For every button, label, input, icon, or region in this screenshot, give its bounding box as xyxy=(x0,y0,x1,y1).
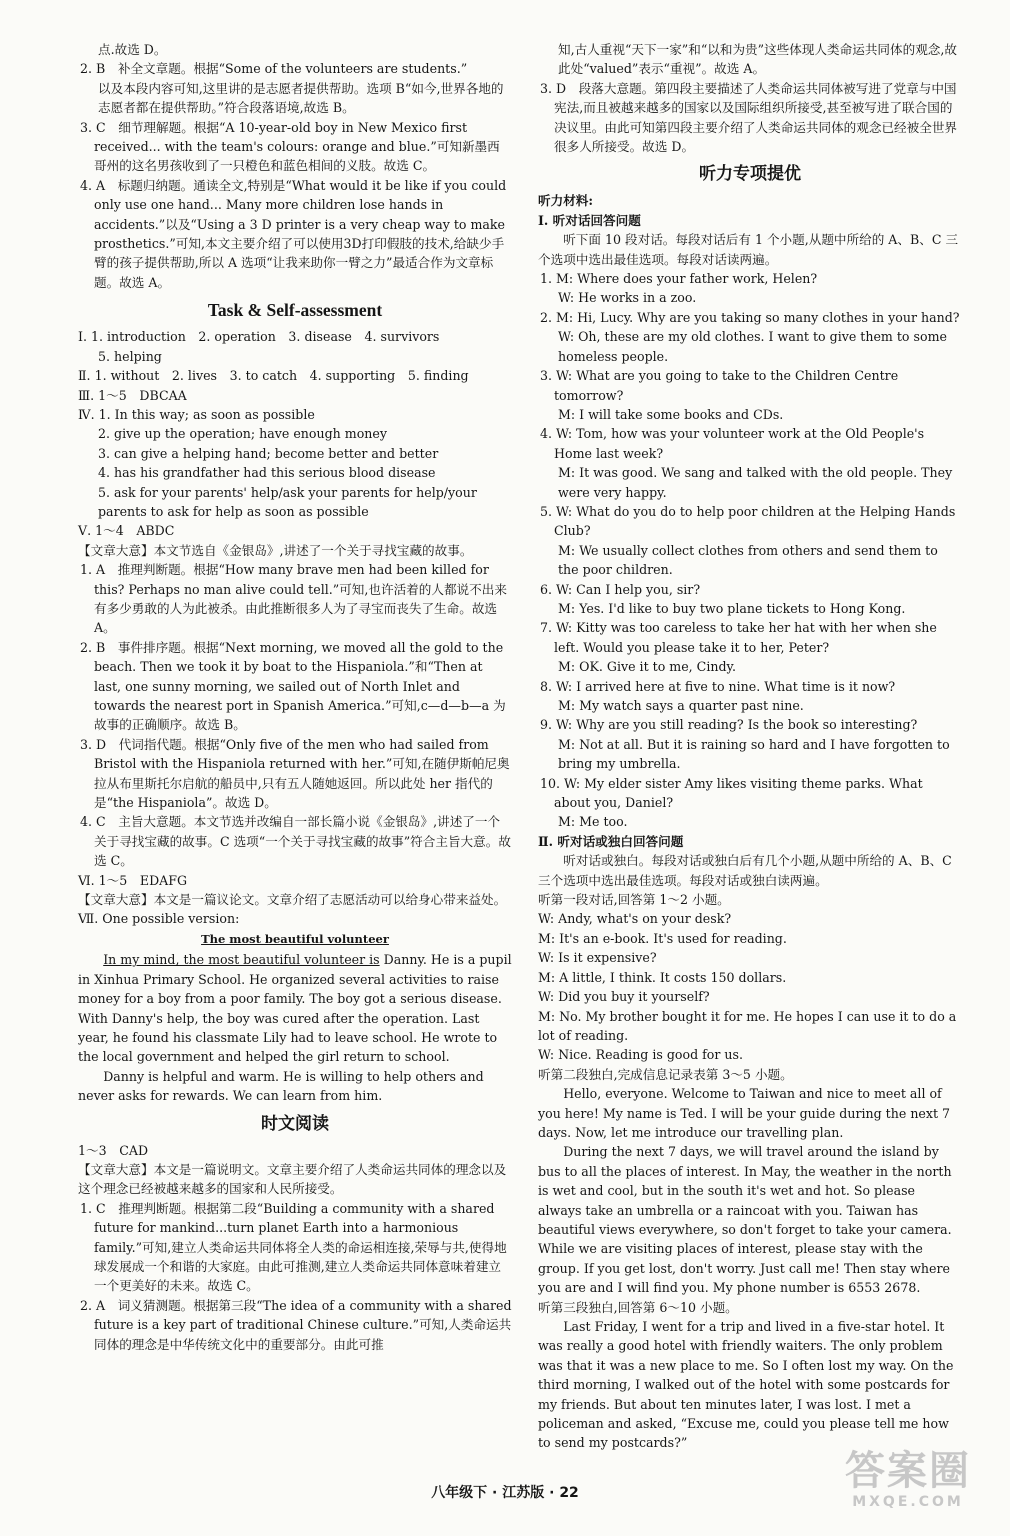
monologue-paragraph: During the next 7 days, we will travel around the island by bus to all the places of interest. In May, the weather in the north is wet and cool, but in the south it's wet and hot. So please always take an umbrella or a raincoat with you. Taiwan has beautiful views everywhere, so don't forget to take your camera. While we are visiting places of interest, please stay with the group. If you get lost, don't worry. Just call me! Then stay where you are and I will find you. My phone number is 6553 2678. xyxy=(538,1144,952,1296)
part1-heading: Ⅰ. 听对话回答问题 xyxy=(538,212,641,228)
reading-q1: 1. C 推理判断题。根据第二段“Building a community with a shared future for mankind...turn planet Earth into a harmonious family.”可知,建立人类命运共同体将全人类的命运相连接,荣辱与共,使得地球发展成一个和谐的大家庭。由此可推测,建立人类命运共同体意味着建立一个更美好的未来。故选 C。 xyxy=(80,1200,507,1294)
essay-title: The most beautiful volunteer xyxy=(201,931,389,946)
dialog-line: 10. W: My elder sister Amy likes visiting theme parks. What about you, Daniel? xyxy=(540,775,923,811)
q2-line2: 以及本段内容可知,这里讲的是志愿者提供帮助。选项 B“如今,世界各地的志愿者都在提供帮助。”符合段落语境,故选 B。 xyxy=(98,80,504,116)
s5-q4: 4. C 主旨大意题。本文节选并改编自一部长篇小说《金银岛》,讲述了一个关于寻找宝藏的故事。C 选项“一个关于寻找宝藏的故事”符合主旨大意。故选 C。 xyxy=(80,814,511,869)
essay-paragraph-2: Danny is helpful and warm. He is willing to help others and never asks for rewards. We can learn from him. xyxy=(78,1068,484,1104)
dialog-line: 7. W: Kitty was too careless to take her hat with her when she left. Would you please take it to her, Peter? xyxy=(540,620,937,655)
s2: Ⅱ. 1. without 2. lives 3. to catch 4. supporting 5. finding xyxy=(78,368,469,384)
s7: Ⅶ. One possible version: xyxy=(78,911,240,927)
reading-q2: 2. A 词义猜测题。根据第三段“The idea of a community with a shared future is a key part of traditional Chinese culture.”可知,人类命运共同体的理念是中华传统文化中的重要部分。由此可推 xyxy=(80,1297,512,1352)
conversation-line: M: No. My brother bought it for me. He hopes I can use it to do a lot of reading. xyxy=(538,1008,957,1043)
dialog-line: 5. W: What do you do to help poor children at the Helping Hands Club? xyxy=(540,503,956,539)
part1-instructions: 听下面 10 段对话。每段对话后有 1 个小题,从题中所给的 A、B、C 三个选项中选出最佳选项。每段对话读两遍。 xyxy=(538,232,959,267)
dialog-line: M: Me too. xyxy=(558,814,628,830)
dialog-line: M: We usually collect clothes from others and send them to the poor children. xyxy=(558,542,938,578)
s4-3: 3. can give a helping hand; become better and better xyxy=(98,445,439,461)
conversation-line: W: Andy, what's on your desk? xyxy=(538,911,732,927)
dialog-line: M: I will take some books and CDs. xyxy=(558,406,784,422)
left-column xyxy=(78,40,512,1354)
dialog-line: 4. W: Tom, how was your volunteer work at the Old People's Home last week? xyxy=(540,426,925,461)
conversation-line: M: It's an e-book. It's used for reading. xyxy=(538,930,787,946)
dialog-line: M: It was good. We sang and talked with the old people. They were very happy. xyxy=(558,465,953,500)
dialog-line: M: My watch says a quarter past nine. xyxy=(558,698,804,713)
task-heading: Task & Self-assessment xyxy=(207,300,383,321)
essay-paragraph-1-body: Danny. He is a pupil in Xinhua Primary School. He organized several activities to raise money for a boy from a poor family. The boy got a serious disease. With Danny's help, the boy was cured after the operation. Last year, he found his classmate Lily had to leave school. He wrote to the local government and helped the girl return to school. xyxy=(78,952,512,1065)
dialog-line: 2. M: Hi, Lucy. Why are you taking so many clothes in your hand? xyxy=(540,309,960,325)
conversation-line: W: Is it expensive? xyxy=(538,950,657,966)
s1-line2: 5. helping xyxy=(98,348,162,364)
conversation-line: W: Nice. Reading is good for us. xyxy=(538,1047,743,1063)
page-footer: 八年级下 · 江苏版 · 22 xyxy=(431,1485,579,1501)
s3: Ⅲ. 1～5 DBCAA xyxy=(78,387,187,403)
essay-paragraph-1 xyxy=(78,950,512,1066)
conversation-line: W: Did you buy it yourself? xyxy=(538,989,710,1005)
monologue-paragraph: Last Friday, I went for a trip and lived in a five-star hotel. It was really a good hotel with friendly waiters. The only problem was that it was a new place to me. So I often lost my way. On the third morning, I walked out of the hotel with some postcards for my friends. But about ten minutes later, I was lost. I met a policeman and asked, “Excuse me, could you please tell me how to send my postcards?” xyxy=(538,1319,954,1451)
dialog-line: M: OK. Give it to me, Cindy. xyxy=(558,659,736,675)
watermark-text: 答案圈 xyxy=(845,1448,971,1494)
essay-underlined-opening: In my mind, the most beautiful volunteer is xyxy=(103,952,380,968)
s4-1: Ⅳ. 1. In this way; as soon as possible xyxy=(78,406,315,422)
s6-summary: 【文章大意】本文是一篇议论文。文章介绍了志愿活动可以给身心带来益处。 xyxy=(78,892,507,908)
dialog-line: 3. W: What are you going to take to the Children Centre tomorrow? xyxy=(540,368,899,403)
s5-q2: 2. B 事件排序题。根据“Next morning, we moved all the gold to the beach. Then we took it by boat to the Hispaniola.”和“Then at last, one sunny morning, we sailed out of North Inlet and towards the nearest port in Spanish America.”可知,c—d—b—a 为故事的正确顺序。故选 B。 xyxy=(80,639,506,733)
reading-q2-cont: 知,古人重视“天下一家”和“以和为贵”这些体现人类命运共同体的观念,故此处“valued”表示“重视”。故选 A。 xyxy=(558,42,957,77)
s5-summary: 【文章大意】本文节选自《金银岛》,讲述了一个关于寻找宝藏的故事。 xyxy=(78,542,473,558)
part2-heading: Ⅱ. 听对话或独白回答问题 xyxy=(538,833,684,849)
listening-heading: 听力专项提优 xyxy=(699,164,801,184)
s4-2: 2. give up the operation; have enough money xyxy=(98,426,387,442)
reading-answers: 1～3 CAD xyxy=(78,1142,149,1158)
watermark-logo xyxy=(838,1448,978,1522)
part2-monologue2-label: 听第二段独白,完成信息记录表第 3～5 小题。 xyxy=(538,1066,793,1082)
right-column xyxy=(538,40,962,1453)
q2-line1: 2. B 补全文章题。根据“Some of the volunteers are students.” xyxy=(80,61,468,77)
q4: 4. A 标题归纳题。通读全文,特别是“What would it be like if you could only use one hand... Many more children lose hands in accidents.”以及“Using a 3 D printer is a very cheap way to make prosthetics.”可知,本文主要介绍了可以使用3D打印假肢的技术,给缺少手臂的孩子提供帮助,所以 A 选项“让我来助你一臂之力”最适合作为文章标题。故选 A。 xyxy=(80,177,507,290)
reading-q3: 3. D 段落大意题。第四段主要描述了人类命运共同体被写进了党章与中国宪法,而且被越来越多的国家以及国际组织所接受,甚至被写进了联合国的决议里。由此可知第四段主要介绍了人类命运共同体的观念已经被全世界很多人所接受。故选 D。 xyxy=(540,80,957,155)
reading-summary: 【文章大意】本文是一篇说明文。文章主要介绍了人类命运共同体的理念以及这个理念已经被越来越多的国家和人民所接受。 xyxy=(78,1161,507,1197)
monologue-paragraph: Hello, everyone. Welcome to Taiwan and nice to meet all of you here! My name is Ted. I will be your guide during the next 7 days. Now, let me introduce our travelling plan. xyxy=(538,1086,951,1140)
s5-q3: 3. D 代词指代题。根据“Only five of the men who had sailed from Bristol with the Hispaniola returned with her.”可知,在随伊斯帕尼奥拉从布里斯托尔启航的船员中,只有五人随她返回。所以此处 her 指代的是“the Hispaniola”。故选 D。 xyxy=(80,736,510,811)
part2-dialog1-label: 听第一段对话,回答第 1～2 小题。 xyxy=(538,892,730,908)
dialog-line: 1. M: Where does your father work, Helen? xyxy=(540,271,818,287)
watermark-url: MXQE.COM xyxy=(852,1494,964,1510)
dialog-line: M: Yes. I'd like to buy two plane tickets to Hong Kong. xyxy=(558,600,906,616)
s5-q1: 1. A 推理判断题。根据“How many brave men had been killed for this? Perhaps no man alive could tell.”可知,也许活着的人都说不出来有多少勇敢的人为此被杀。由此推断很多人为了寻宝而丧失了生命。故选 A。 xyxy=(80,562,507,636)
conversation-line: M: A little, I think. It costs 150 dollars. xyxy=(538,969,787,985)
s6: Ⅵ. 1～5 EDAFG xyxy=(78,872,188,888)
dialog-line: M: Not at all. But it is raining so hard and I have forgotten to bring my umbrella. xyxy=(558,736,950,772)
s4-4: 4. has his grandfather had this serious blood disease xyxy=(98,465,436,481)
part2-monologue3-label: 听第三段独白,回答第 6～10 小题。 xyxy=(538,1299,738,1315)
q3: 3. C 细节理解题。根据“A 10-year-old boy in New Mexico first received... with the team's colours: orange and blue.”可知新墨西哥州的这名男孩收到了一只橙色和蓝色相间的义肢。故选 C。 xyxy=(80,119,500,174)
s1-line1: Ⅰ. 1. introduction 2. operation 3. disease 4. survivors xyxy=(78,329,440,345)
listening-material-label: 听力材料: xyxy=(538,193,594,209)
dialog-line: W: Oh, these are my old clothes. I want to give them to some homeless people. xyxy=(558,329,947,364)
dialog-line: W: He works in a zoo. xyxy=(558,290,697,306)
s4-5: 5. ask for your parents' help/ask your parents for help/your parents to ask for help as soon as possible xyxy=(98,484,477,519)
dialog-line: 8. W: I arrived here at five to nine. What time is it now? xyxy=(540,678,896,694)
part2-instructions: 听对话或独白。每段对话或独白后有几个小题,从题中所给的 A、B、C 三个选项中选出最佳选项。每段对话或独白读两遍。 xyxy=(538,853,952,888)
dialog-line: 9. W: Why are you still reading? Is the book so interesting? xyxy=(540,717,918,733)
q1-tail: 点.故选 D。 xyxy=(98,42,167,57)
dialog-line: 6. W: Can I help you, sir? xyxy=(540,581,701,597)
s5: Ⅴ. 1～4 ABDC xyxy=(78,523,175,539)
reading-heading: 时文阅读 xyxy=(261,1113,329,1133)
